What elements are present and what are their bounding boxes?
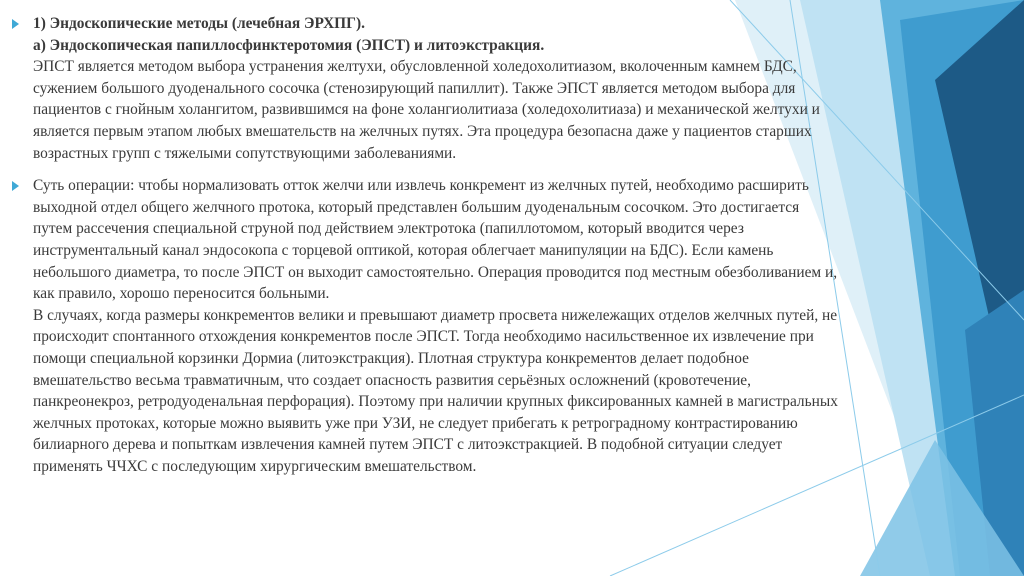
- bullet-arrow-icon: [12, 181, 19, 191]
- slide-content: [12, 13, 842, 477]
- bullet-arrow-icon: [12, 19, 19, 29]
- section-1-title: 1) Эндоскопические методы (лечебная ЭРХПГ).: [33, 15, 365, 32]
- section-2-para-2: В случаях, когда размеры конкрементов велики и превышают диаметр просвета нижележащих отделов желчных путей, не происходит спонтанного отхождения конкрементов после ЭПСТ. Тогда необходимо насильственное их извлечение при помощи специальной корзинки Дормиа (литоэкстракция). Плотная структура конкрементов делает подобное вмешательство весьма травматичным, что создает опасность развития серьёзных осложнений (кровотечение, панкреонекроз, ретродуоденальная перфорация). Поэтому при наличии крупных фиксированных камней в магистральных желчных протоках, которые можно выявить уже при УЗИ, не следует прибегать к ретроградному контрастированию билиарного дерева и попыткам извлечения камней путем ЭПСТ с литоэкстракцией. В подобной ситуации следует применять ЧЧХС с последующим хирургическим вмешательством.: [33, 306, 838, 475]
- section-2-text: [33, 175, 842, 477]
- section-1-subtitle: а) Эндоскопическая папиллосфинктеротомия (ЭПСТ) и литоэкстракция.: [33, 36, 545, 54]
- bullet-section-2: [12, 175, 842, 477]
- section-2-para-1: Суть операции: чтобы нормализовать отток желчи или извлечь конкремент из желчных путей, необходимо расширить выходной отдел общего желчного протока, который представлен большим дуоденальным сосочком. Это достигается путем рассечения специальной струной под действием электротока (папиллотомом, который вводится через инструментальный канал эндосокопа с торцевой оптикой, которая облегчает манипуляции на БДС). Если камень небольшого диаметра, то после ЭПСТ он выходит самостоятельно. Операция проводится под местным обезболиванием и, как правило, хорошо переносится больными.: [33, 177, 838, 303]
- section-1-text: [33, 13, 842, 164]
- section-1-body: ЭПСТ является методом выбора устранения желтухи, обусловленной холедохолитиазом, вколоченным камнем БДС, сужением большого дуоденального сосочка (стенозирующий папиллит). Также ЭПСТ является методом выбора для пациентов с гнойным холангитом, развившимся на фоне холангиолитиаза (холедохолитиаза) и механической желтухи и является первым этапом любых вмешательств на желчных путях. Эта процедура безопасна даже у пациентов старших возрастных групп с тяжелыми сопутствующими заболеваниями.: [33, 58, 820, 162]
- bullet-section-1: [12, 13, 842, 164]
